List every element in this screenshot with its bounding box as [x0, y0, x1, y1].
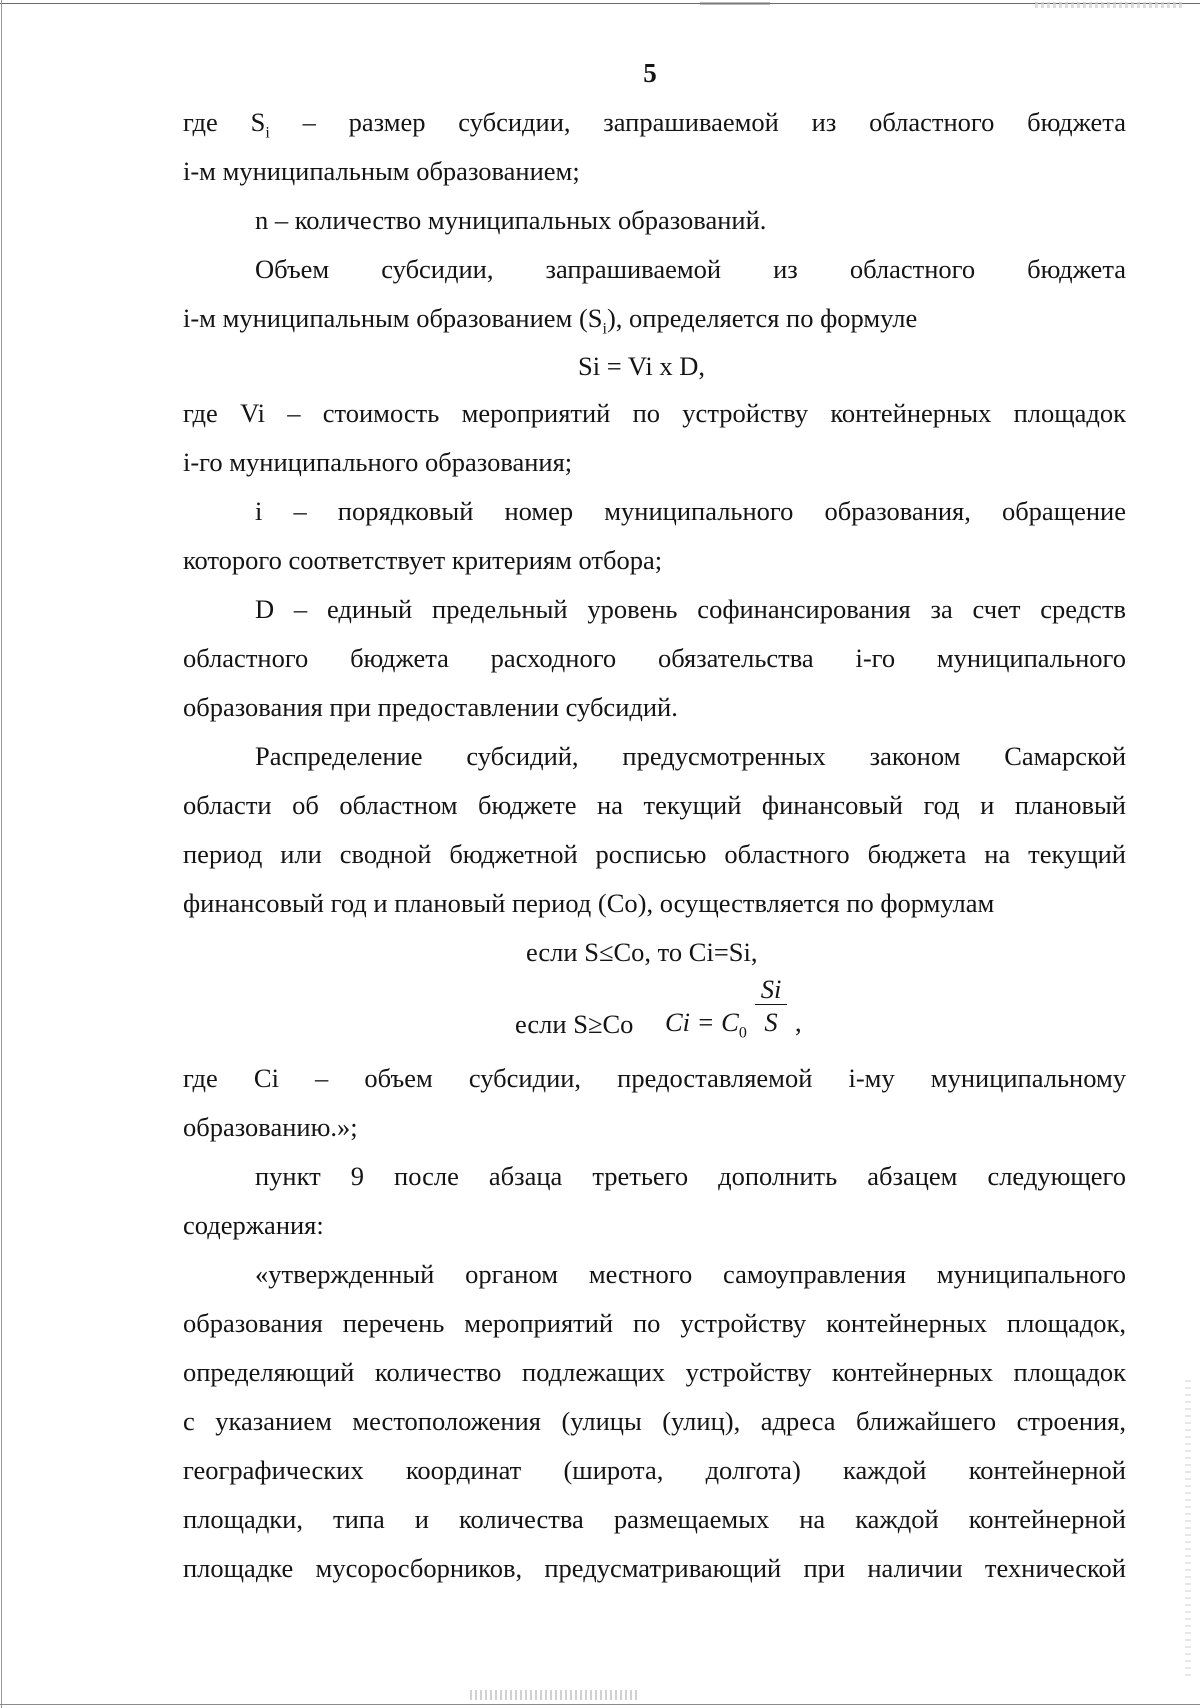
paragraph-line: площадке мусоросборников, предусматривающий при наличии технической	[183, 1553, 1126, 1583]
paragraph-line: географических координат (широта, долгота) каждой контейнерной	[183, 1455, 1126, 1485]
page-number: 5	[643, 58, 657, 88]
formula-fraction: $\frac{Si}{S}$	[755, 974, 787, 1037]
paragraph-line: где Vi – стоимость мероприятий по устройству контейнерных площадок	[183, 398, 1126, 428]
scan-edge-top	[0, 3, 1200, 4]
scan-noise-bottom	[470, 1690, 640, 1700]
paragraph-line: содержания:	[183, 1210, 324, 1240]
paragraph-line: i – порядковый номер муниципального образования, обращение	[255, 496, 1126, 526]
paragraph-line: i-го муниципального образования;	[183, 447, 573, 477]
document-body	[183, 100, 1126, 1595]
paragraph-line: образованию.»;	[183, 1112, 358, 1142]
scan-noise-top	[1035, 2, 1185, 8]
paragraph-line: которого соответствует критериям отбора;	[183, 545, 663, 575]
paragraph-line: период или сводной бюджетной росписью областного бюджета на текущий	[183, 839, 1126, 869]
scan-noise-right	[1185, 1380, 1191, 1680]
paragraph-line: D – единый предельный уровень софинансирования за счет средств	[255, 594, 1126, 624]
paragraph-line: пункт 9 после абзаца третьего дополнить абзацем следующего	[255, 1161, 1126, 1191]
paragraph-line: i-м муниципальным образованием;	[183, 156, 580, 186]
paragraph-line: где Ci – объем субсидии, предоставляемой i-му муниципальному	[183, 1063, 1126, 1093]
paragraph-line: областного бюджета расходного обязательства i-го муниципального	[183, 643, 1126, 673]
paragraph-line: Распределение субсидий, предусмотренных законом Самарской	[255, 741, 1126, 771]
paragraph-line: области об областном бюджете на текущий финансовый год и плановый	[183, 790, 1126, 820]
paragraph-line: с указанием местоположения (улицы (улиц), адреса ближайшего строения,	[183, 1406, 1126, 1436]
paragraph-line: где $S_i$ – размер субсидии, запрашиваемой из областного бюджета	[183, 107, 1126, 142]
paragraph-line: определяющий количество подлежащих устройству контейнерных площадок	[183, 1357, 1126, 1387]
formula-si: Si = Vi x D,	[578, 351, 705, 381]
formula-case-2: если S≥Co $Ci = C_0$ $\frac{Si}{S}$ ,	[183, 974, 1126, 1052]
scan-noise-top-dark	[700, 2, 770, 5]
scan-edge-left	[1, 0, 2, 1708]
paragraph-line: i-м муниципальным образованием $(S_i)$, определяется по формуле	[183, 303, 918, 338]
paragraph-line: площадки, типа и количества размещаемых на каждой контейнерной	[183, 1504, 1126, 1534]
paragraph-line: n – количество муниципальных образований.	[255, 205, 767, 235]
paragraph-line: «утвержденный органом местного самоуправления муниципального	[255, 1259, 1126, 1289]
paragraph-line: финансовый год и плановый период (Со), осуществляется по формулам	[183, 888, 995, 918]
paragraph-line: Объем субсидии, запрашиваемой из областного бюджета	[255, 254, 1126, 284]
scan-edge-bottom	[0, 1704, 1200, 1705]
paragraph-line: образования перечень мероприятий по устройству контейнерных площадок,	[183, 1308, 1126, 1338]
formula-lhs: $Ci = C_0$	[665, 1007, 747, 1042]
paragraph-line: образования при предоставлении субсидий.	[183, 692, 678, 722]
formula-case-1: если S≤Co, то Ci=Si,	[526, 937, 758, 967]
